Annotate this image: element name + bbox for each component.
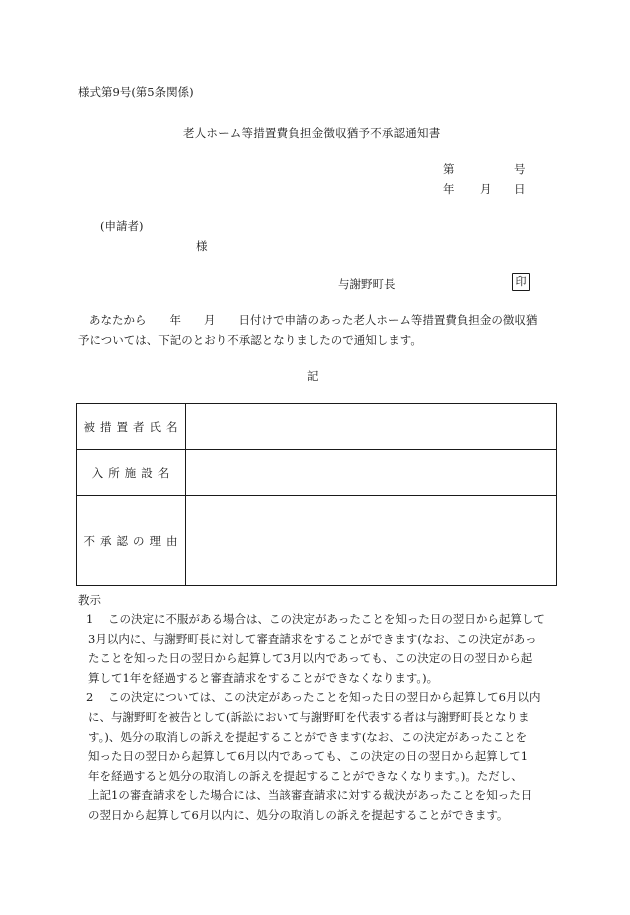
row-value-recipient-name — [186, 404, 557, 450]
instructions-list — [78, 610, 558, 826]
instruction-line: に、与謝野町を被告として(訴訟において与謝野町を代表する者は与謝野町長となりま — [88, 709, 530, 724]
row-label-reason: 不承認の理由 — [77, 496, 186, 586]
row-value-facility-name — [186, 450, 557, 496]
details-table — [76, 403, 557, 586]
date-month-label: 月 — [480, 182, 492, 196]
body-line-2: 予については、下記のとおり不承認となりましたので通知します。 — [78, 333, 422, 347]
issuer-name: 与謝野町長 — [338, 277, 396, 291]
instruction-line: 上記1の審査請求をした場合には、当該審査請求に対する裁決があったことを知った日 — [88, 788, 533, 803]
instruction-line: 知った日の翌日から起算して6月以内であっても、この決定の日の翌日から起算して1 — [88, 749, 529, 764]
instruction-item-1 — [78, 610, 558, 688]
number-suffix: 号 — [514, 162, 526, 176]
instruction-line: 3月以内に、与謝野町長に対して審査請求をすることができます(なお、この決定があっ — [88, 631, 537, 646]
instruction-number: 1 — [86, 612, 94, 626]
date-day-label: 日 — [514, 182, 526, 196]
instruction-line: 年を経過すると処分の取消しの訴えを提起することができなくなります。)。ただし、 — [88, 768, 523, 783]
row-label-recipient-name: 被措置者氏名 — [77, 404, 186, 450]
seal-stamp: 印 — [512, 273, 530, 291]
instruction-line: す。)、処分の取消しの訴えを提起することができます(なお、この決定があったことを — [88, 729, 528, 744]
ki-heading: 記 — [307, 369, 319, 383]
instruction-line: の翌日から起算して6月以内に、処分の取消しの訴えを提起することができます。 — [88, 807, 509, 822]
table-row — [77, 404, 557, 450]
row-label-facility-name: 入所施設名 — [77, 450, 186, 496]
instruction-line: たことを知った日の翌日から起算して3月以内であっても、この決定の日の翌日から起 — [88, 651, 533, 666]
instruction-line: 算して1年を経過すると審査請求をすることができなくなります。)。 — [88, 670, 439, 685]
body-line-1: あなたから 年 月 日付けで申請のあった老人ホーム等措置費負担金の徴収猶 — [89, 313, 538, 327]
instruction-item-2 — [78, 688, 558, 825]
date-year-label: 年 — [443, 182, 455, 196]
table-row — [77, 496, 557, 586]
instructions-heading: 教示 — [78, 593, 101, 607]
applicant-label: (申請者) — [100, 219, 144, 233]
instruction-number: 2 — [86, 690, 94, 705]
instruction-line: この決定に不服がある場合は、この決定があったことを知った日の翌日から起算して — [108, 612, 545, 626]
form-number: 様式第9号(第5条関係) — [78, 85, 194, 99]
row-value-reason — [186, 496, 557, 586]
number-prefix: 第 — [443, 162, 455, 176]
document-title: 老人ホーム等措置費負担金徴収猶予不承認通知書 — [183, 126, 441, 140]
table-row — [77, 450, 557, 496]
instruction-line: この決定については、この決定があったことを知った日の翌日から起算して6月以内 — [108, 690, 541, 705]
notice-body — [78, 310, 558, 350]
honorific: 様 — [196, 239, 208, 253]
